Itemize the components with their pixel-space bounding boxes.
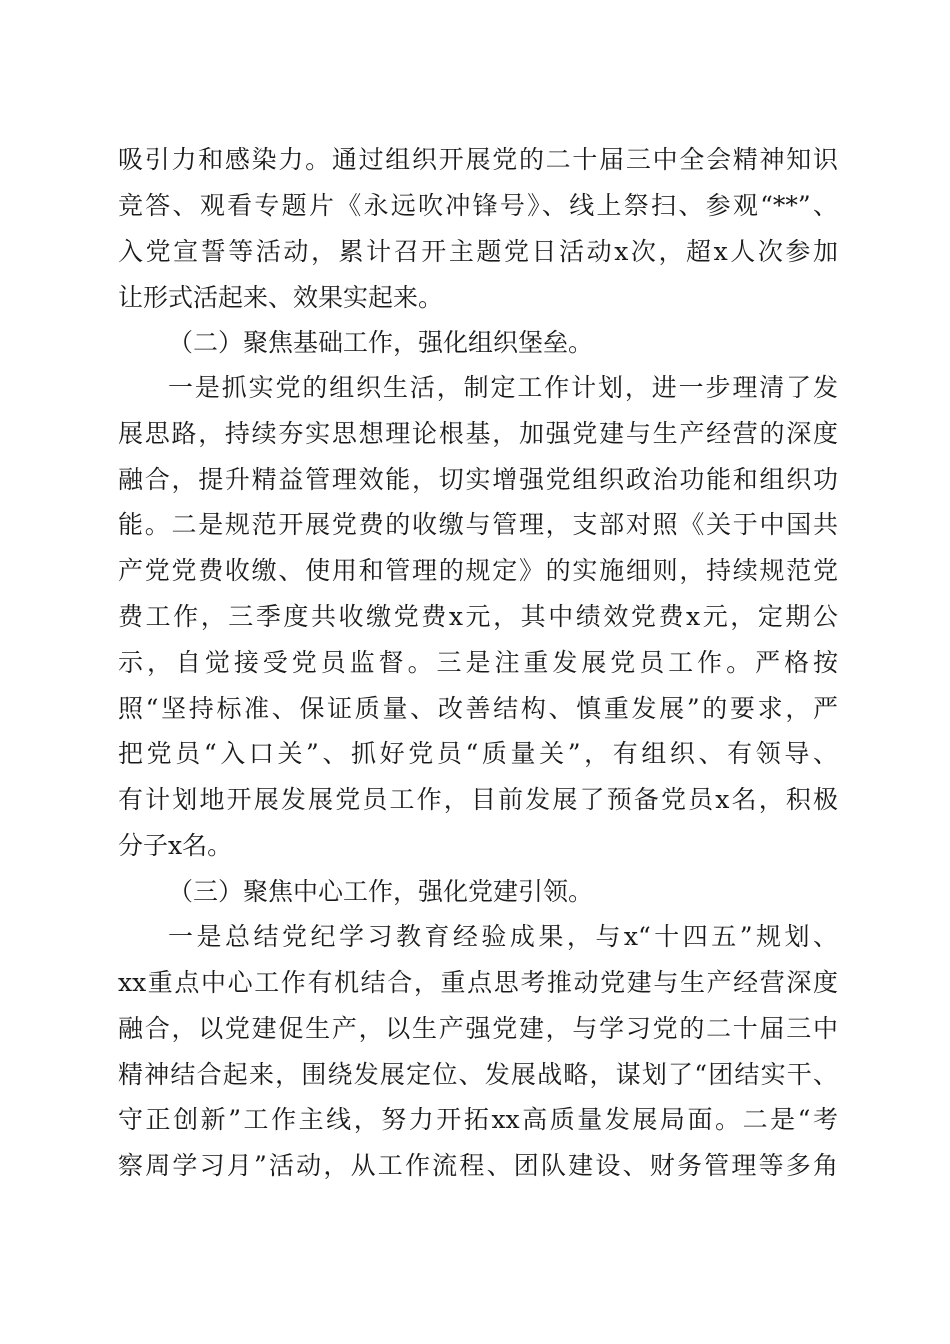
paragraph-line: 展思路，持续夯实思想理论根基，加强党建与生产经营的深度	[118, 419, 838, 448]
paragraph-line: 分子x名。	[118, 831, 233, 860]
paragraph-line: 费工作，三季度共收缴党费x元，其中绩效党费x元，定期公	[118, 602, 838, 631]
paragraph-line: 融合，提升精益管理效能，切实增强党组织政治功能和组织功	[118, 465, 838, 494]
paragraph-line: 一是抓实党的组织生活，制定工作计划，进一步理清了发	[168, 373, 838, 402]
paragraph-line: 能。二是规范开展党费的收缴与管理，支部对照《关于中国共	[118, 510, 838, 539]
paragraph-line: 入党宣誓等活动，累计召开主题党日活动x次，超x人次参加	[118, 237, 838, 266]
paragraph-line: 产党党费收缴、使用和管理的规定》的实施细则，持续规范党	[118, 556, 838, 585]
paragraph-line: 一是总结党纪学习教育经验成果，与x“十四五”规划、	[168, 922, 838, 951]
section-heading-2: （二）聚焦基础工作，强化组织堡垒。	[168, 328, 594, 357]
paragraph-line: 融合，以党建促生产，以生产强党建，与学习党的二十届三中	[118, 1014, 838, 1043]
paragraph-line: 示，自觉接受党员监督。三是注重发展党员工作。严格按	[118, 648, 838, 677]
paragraph-line: 让形式活起来、效果实起来。	[118, 283, 444, 312]
paragraph-line: 竞答、观看专题片《永远吹冲锋号》、线上祭扫、参观“**”、	[118, 191, 838, 220]
section-heading-3: （三）聚焦中心工作，强化党建引领。	[168, 877, 594, 906]
paragraph-line: 察周学习月”活动，从工作流程、团队建设、财务管理等多角	[118, 1151, 838, 1180]
paragraph-line: 守正创新”工作主线，努力开拓xx高质量发展局面。二是“考	[118, 1105, 838, 1134]
paragraph-line: 把党员“入口关”、抓好党员“质量关”，有组织、有领导、	[118, 739, 838, 768]
paragraph-line: 吸引力和感染力。通过组织开展党的二十届三中全会精神知识	[118, 145, 838, 174]
paragraph-line: xx重点中心工作有机结合，重点思考推动党建与生产经营深度	[118, 968, 838, 997]
paragraph-line: 照“坚持标准、保证质量、改善结构、慎重发展”的要求，严	[118, 694, 838, 723]
paragraph-line: 精神结合起来，围绕发展定位、发展战略，谋划了“团结实干、	[118, 1060, 838, 1089]
paragraph-line: 有计划地开展发展党员工作，目前发展了预备党员x名，积极	[118, 785, 838, 814]
